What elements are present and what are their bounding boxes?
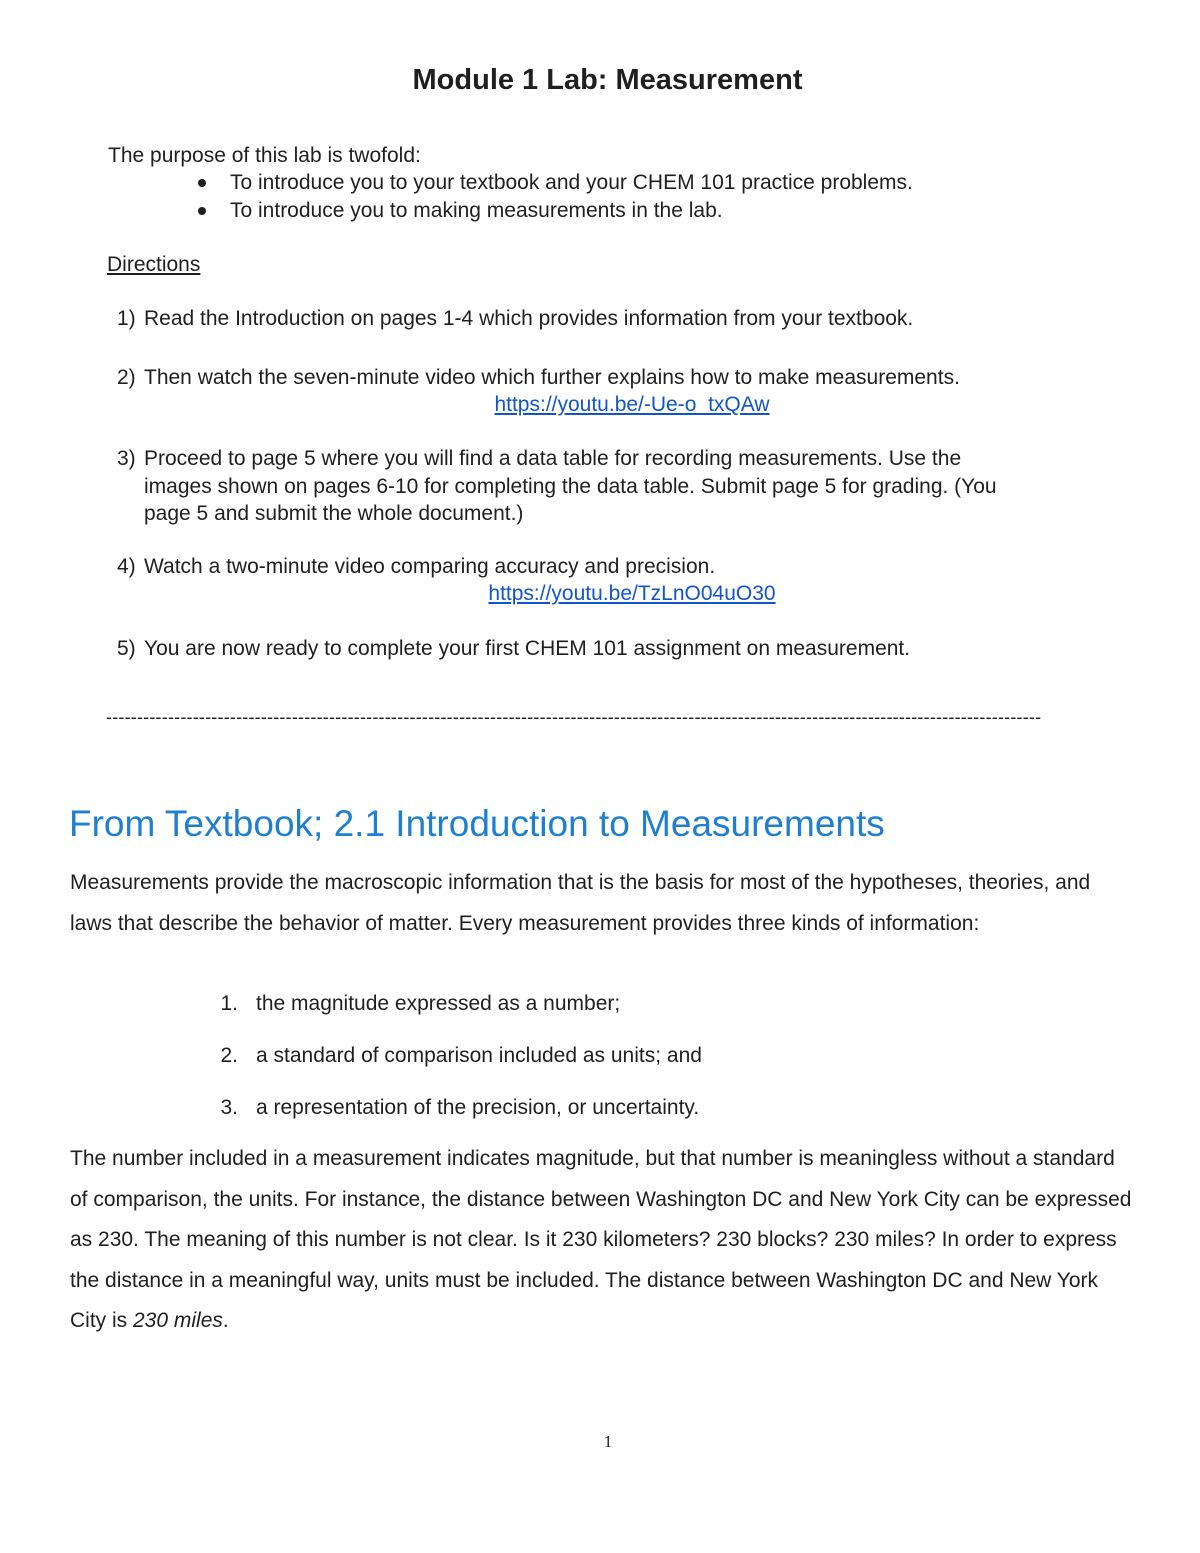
step-2-text: Then watch the seven-minute video which further explains how to make measurements.: [144, 366, 960, 389]
list-number: 1.: [220, 992, 238, 1015]
step-number: 1): [117, 307, 136, 330]
page-number: 1: [603, 1432, 613, 1451]
section-heading: From Textbook; 2.1 Introduction to Measurements: [69, 803, 885, 844]
bullet-dot-icon: [198, 179, 206, 187]
purpose-bullet-1: To introduce you to your textbook and your CHEM 101 practice problems.: [230, 171, 913, 194]
dashed-separator: -------------------------------------------------------------------------------------------------------------------------------------------------------: [106, 707, 1042, 727]
bullet-dot-icon: [198, 207, 206, 215]
purpose-bullet-2: To introduce you to making measurements in the lab.: [230, 199, 723, 222]
directions-heading: Directions: [107, 253, 201, 276]
step-number: 3): [117, 447, 136, 470]
video-link-accuracy-precision[interactable]: https://youtu.be/TzLnO04uO30: [488, 582, 776, 605]
paragraph-2-main: The number included in a measurement indicates magnitude, but that number is meaningless without a standard of comparison, the units. For instance, the distance between Washington DC and New York City can be expressed as 230. The meaning of this number is not clear. Is it 230 kilometers? 230 blocks? 230 miles? In order to express the distance in a meaningful way, units must be included. The distance between Washington DC and New York City is: [70, 1147, 1132, 1332]
list-number: 2.: [220, 1044, 238, 1067]
step-number: 4): [117, 555, 136, 578]
step-3-text-line-2: images shown on pages 6-10 for completing the data table. Submit page 5 for grading. (You: [144, 475, 997, 498]
step-3-text-line-1: Proceed to page 5 where you will find a data table for recording measurements. Use the: [144, 447, 962, 470]
paragraph-2-emphasis: 230 miles: [133, 1309, 223, 1332]
step-3-text-line-3: page 5 and submit the whole document.): [144, 502, 524, 525]
list-item-3: a representation of the precision, or uncertainty.: [256, 1096, 700, 1119]
purpose-intro: The purpose of this lab is twofold:: [108, 144, 421, 167]
step-4-text: Watch a two-minute video comparing accuracy and precision.: [144, 555, 716, 578]
paragraph-2-end: .: [222, 1309, 229, 1332]
step-5-text: You are now ready to complete your first CHEM 101 assignment on measurement.: [144, 637, 911, 660]
list-item-1: the magnitude expressed as a number;: [256, 992, 621, 1015]
section-paragraph-2: [70, 1139, 1135, 1342]
page-title: Module 1 Lab: Measurement: [412, 64, 803, 96]
step-number: 2): [117, 366, 136, 389]
step-1-text: Read the Introduction on pages 1-4 which provides information from your textbook.: [144, 307, 914, 330]
section-paragraph-1: Measurements provide the macroscopic information that is the basis for most of the hypotheses, theories, and laws that describe the behavior of matter. Every measurement provides three kinds of information:: [70, 871, 1091, 935]
list-number: 3.: [220, 1096, 238, 1119]
video-link-measurements[interactable]: https://youtu.be/-Ue-o_txQAw: [494, 393, 770, 416]
step-number: 5): [117, 637, 136, 660]
list-item-2: a standard of comparison included as units; and: [256, 1044, 702, 1067]
